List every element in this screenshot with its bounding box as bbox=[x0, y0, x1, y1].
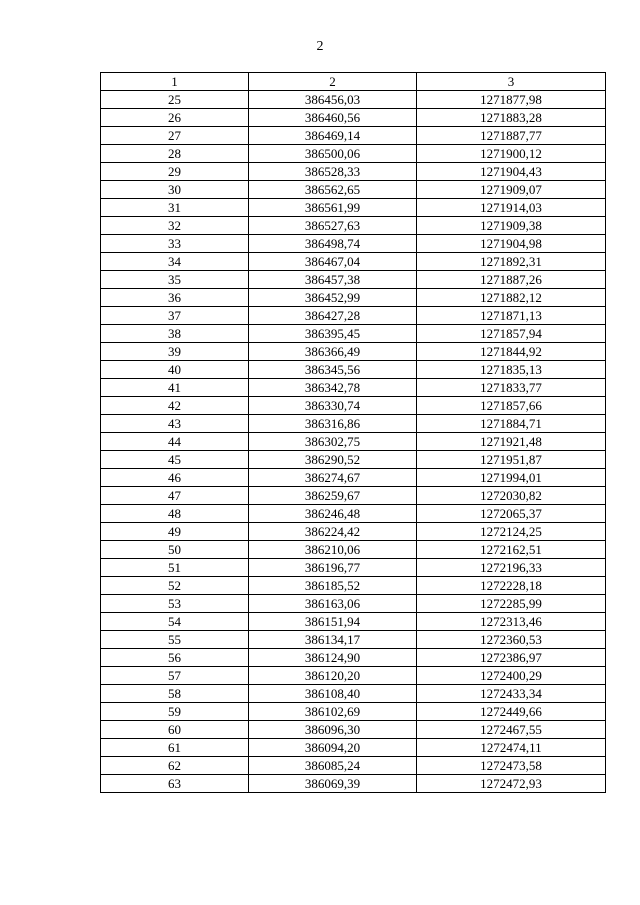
point-number-cell: 46 bbox=[101, 469, 249, 487]
y-coordinate-cell: 1271904,43 bbox=[417, 163, 606, 181]
table-row bbox=[101, 163, 606, 181]
point-number-cell: 31 bbox=[101, 199, 249, 217]
table-row bbox=[101, 343, 606, 361]
table-row bbox=[101, 703, 606, 721]
y-coordinate-cell: 1272473,58 bbox=[417, 757, 606, 775]
table-row bbox=[101, 127, 606, 145]
table-row bbox=[101, 415, 606, 433]
point-number-cell: 28 bbox=[101, 145, 249, 163]
point-number-cell: 43 bbox=[101, 415, 249, 433]
y-coordinate-cell: 1272285,99 bbox=[417, 595, 606, 613]
column-header-x: 2 bbox=[249, 73, 417, 91]
x-coordinate-cell: 386467,04 bbox=[249, 253, 417, 271]
x-coordinate-cell: 386134,17 bbox=[249, 631, 417, 649]
x-coordinate-cell: 386210,06 bbox=[249, 541, 417, 559]
point-number-cell: 61 bbox=[101, 739, 249, 757]
y-coordinate-cell: 1271871,13 bbox=[417, 307, 606, 325]
x-coordinate-cell: 386185,52 bbox=[249, 577, 417, 595]
y-coordinate-cell: 1272162,51 bbox=[417, 541, 606, 559]
table-row bbox=[101, 451, 606, 469]
table-row bbox=[101, 523, 606, 541]
table-row bbox=[101, 721, 606, 739]
point-number-cell: 45 bbox=[101, 451, 249, 469]
x-coordinate-cell: 386452,99 bbox=[249, 289, 417, 307]
coordinates-table bbox=[100, 72, 606, 793]
x-coordinate-cell: 386224,42 bbox=[249, 523, 417, 541]
table-row bbox=[101, 199, 606, 217]
y-coordinate-cell: 1271909,07 bbox=[417, 181, 606, 199]
point-number-cell: 50 bbox=[101, 541, 249, 559]
x-coordinate-cell: 386094,20 bbox=[249, 739, 417, 757]
y-coordinate-cell: 1272030,82 bbox=[417, 487, 606, 505]
point-number-cell: 39 bbox=[101, 343, 249, 361]
table-row bbox=[101, 649, 606, 667]
table-row bbox=[101, 217, 606, 235]
y-coordinate-cell: 1271904,98 bbox=[417, 235, 606, 253]
x-coordinate-cell: 386561,99 bbox=[249, 199, 417, 217]
point-number-cell: 53 bbox=[101, 595, 249, 613]
y-coordinate-cell: 1272228,18 bbox=[417, 577, 606, 595]
y-coordinate-cell: 1272474,11 bbox=[417, 739, 606, 757]
point-number-cell: 30 bbox=[101, 181, 249, 199]
point-number-cell: 29 bbox=[101, 163, 249, 181]
point-number-cell: 36 bbox=[101, 289, 249, 307]
table-row bbox=[101, 307, 606, 325]
page-number: 2 bbox=[316, 39, 324, 54]
point-number-cell: 49 bbox=[101, 523, 249, 541]
x-coordinate-cell: 386366,49 bbox=[249, 343, 417, 361]
x-coordinate-cell: 386290,52 bbox=[249, 451, 417, 469]
table-row bbox=[101, 235, 606, 253]
y-coordinate-cell: 1271877,98 bbox=[417, 91, 606, 109]
point-number-cell: 63 bbox=[101, 775, 249, 793]
table-row bbox=[101, 91, 606, 109]
x-coordinate-cell: 386457,38 bbox=[249, 271, 417, 289]
y-coordinate-cell: 1272386,97 bbox=[417, 649, 606, 667]
point-number-cell: 52 bbox=[101, 577, 249, 595]
table-row bbox=[101, 325, 606, 343]
point-number-cell: 48 bbox=[101, 505, 249, 523]
table-row bbox=[101, 397, 606, 415]
y-coordinate-cell: 1271994,01 bbox=[417, 469, 606, 487]
point-number-cell: 54 bbox=[101, 613, 249, 631]
table-row bbox=[101, 289, 606, 307]
x-coordinate-cell: 386498,74 bbox=[249, 235, 417, 253]
point-number-cell: 26 bbox=[101, 109, 249, 127]
table-body bbox=[101, 91, 606, 793]
table-row bbox=[101, 181, 606, 199]
y-coordinate-cell: 1271882,12 bbox=[417, 289, 606, 307]
x-coordinate-cell: 386427,28 bbox=[249, 307, 417, 325]
point-number-cell: 38 bbox=[101, 325, 249, 343]
x-coordinate-cell: 386151,94 bbox=[249, 613, 417, 631]
table-row bbox=[101, 595, 606, 613]
table-row bbox=[101, 253, 606, 271]
x-coordinate-cell: 386469,14 bbox=[249, 127, 417, 145]
y-coordinate-cell: 1272467,55 bbox=[417, 721, 606, 739]
table-row bbox=[101, 559, 606, 577]
point-number-cell: 57 bbox=[101, 667, 249, 685]
table-row bbox=[101, 631, 606, 649]
point-number-cell: 62 bbox=[101, 757, 249, 775]
y-coordinate-cell: 1271857,66 bbox=[417, 397, 606, 415]
point-number-cell: 40 bbox=[101, 361, 249, 379]
point-number-cell: 56 bbox=[101, 649, 249, 667]
x-coordinate-cell: 386108,40 bbox=[249, 685, 417, 703]
x-coordinate-cell: 386124,90 bbox=[249, 649, 417, 667]
y-coordinate-cell: 1271892,31 bbox=[417, 253, 606, 271]
y-coordinate-cell: 1272400,29 bbox=[417, 667, 606, 685]
point-number-cell: 37 bbox=[101, 307, 249, 325]
x-coordinate-cell: 386196,77 bbox=[249, 559, 417, 577]
x-coordinate-cell: 386259,67 bbox=[249, 487, 417, 505]
point-number-cell: 58 bbox=[101, 685, 249, 703]
x-coordinate-cell: 386274,67 bbox=[249, 469, 417, 487]
x-coordinate-cell: 386246,48 bbox=[249, 505, 417, 523]
point-number-cell: 44 bbox=[101, 433, 249, 451]
y-coordinate-cell: 1271857,94 bbox=[417, 325, 606, 343]
y-coordinate-cell: 1272065,37 bbox=[417, 505, 606, 523]
table-row bbox=[101, 469, 606, 487]
x-coordinate-cell: 386085,24 bbox=[249, 757, 417, 775]
point-number-cell: 27 bbox=[101, 127, 249, 145]
column-header-y: 3 bbox=[417, 73, 606, 91]
x-coordinate-cell: 386527,63 bbox=[249, 217, 417, 235]
table-row bbox=[101, 775, 606, 793]
y-coordinate-cell: 1271900,12 bbox=[417, 145, 606, 163]
table-row bbox=[101, 145, 606, 163]
x-coordinate-cell: 386069,39 bbox=[249, 775, 417, 793]
x-coordinate-cell: 386460,56 bbox=[249, 109, 417, 127]
y-coordinate-cell: 1272433,34 bbox=[417, 685, 606, 703]
y-coordinate-cell: 1272360,53 bbox=[417, 631, 606, 649]
y-coordinate-cell: 1272472,93 bbox=[417, 775, 606, 793]
x-coordinate-cell: 386316,86 bbox=[249, 415, 417, 433]
y-coordinate-cell: 1271833,77 bbox=[417, 379, 606, 397]
x-coordinate-cell: 386562,65 bbox=[249, 181, 417, 199]
x-coordinate-cell: 386163,06 bbox=[249, 595, 417, 613]
x-coordinate-cell: 386500,06 bbox=[249, 145, 417, 163]
y-coordinate-cell: 1271951,87 bbox=[417, 451, 606, 469]
y-coordinate-cell: 1271884,71 bbox=[417, 415, 606, 433]
table-row bbox=[101, 613, 606, 631]
table-row bbox=[101, 109, 606, 127]
column-header-point: 1 bbox=[101, 73, 249, 91]
table-row bbox=[101, 667, 606, 685]
y-coordinate-cell: 1271887,77 bbox=[417, 127, 606, 145]
y-coordinate-cell: 1271844,92 bbox=[417, 343, 606, 361]
x-coordinate-cell: 386528,33 bbox=[249, 163, 417, 181]
table-row bbox=[101, 757, 606, 775]
table-row bbox=[101, 541, 606, 559]
table-row bbox=[101, 361, 606, 379]
y-coordinate-cell: 1271887,26 bbox=[417, 271, 606, 289]
point-number-cell: 33 bbox=[101, 235, 249, 253]
x-coordinate-cell: 386330,74 bbox=[249, 397, 417, 415]
point-number-cell: 42 bbox=[101, 397, 249, 415]
x-coordinate-cell: 386395,45 bbox=[249, 325, 417, 343]
table-row bbox=[101, 379, 606, 397]
point-number-cell: 60 bbox=[101, 721, 249, 739]
point-number-cell: 35 bbox=[101, 271, 249, 289]
y-coordinate-cell: 1271883,28 bbox=[417, 109, 606, 127]
table-row bbox=[101, 487, 606, 505]
point-number-cell: 47 bbox=[101, 487, 249, 505]
table-header-row bbox=[101, 73, 606, 91]
table-row bbox=[101, 577, 606, 595]
x-coordinate-cell: 386302,75 bbox=[249, 433, 417, 451]
point-number-cell: 34 bbox=[101, 253, 249, 271]
point-number-cell: 41 bbox=[101, 379, 249, 397]
table-row bbox=[101, 271, 606, 289]
x-coordinate-cell: 386096,30 bbox=[249, 721, 417, 739]
point-number-cell: 25 bbox=[101, 91, 249, 109]
x-coordinate-cell: 386120,20 bbox=[249, 667, 417, 685]
point-number-cell: 55 bbox=[101, 631, 249, 649]
y-coordinate-cell: 1271909,38 bbox=[417, 217, 606, 235]
y-coordinate-cell: 1271835,13 bbox=[417, 361, 606, 379]
table-row bbox=[101, 433, 606, 451]
y-coordinate-cell: 1272313,46 bbox=[417, 613, 606, 631]
y-coordinate-cell: 1271914,03 bbox=[417, 199, 606, 217]
table-row bbox=[101, 739, 606, 757]
x-coordinate-cell: 386102,69 bbox=[249, 703, 417, 721]
y-coordinate-cell: 1272124,25 bbox=[417, 523, 606, 541]
y-coordinate-cell: 1272196,33 bbox=[417, 559, 606, 577]
point-number-cell: 59 bbox=[101, 703, 249, 721]
x-coordinate-cell: 386342,78 bbox=[249, 379, 417, 397]
table-row bbox=[101, 505, 606, 523]
y-coordinate-cell: 1271921,48 bbox=[417, 433, 606, 451]
table-row bbox=[101, 685, 606, 703]
x-coordinate-cell: 386456,03 bbox=[249, 91, 417, 109]
point-number-cell: 51 bbox=[101, 559, 249, 577]
y-coordinate-cell: 1272449,66 bbox=[417, 703, 606, 721]
point-number-cell: 32 bbox=[101, 217, 249, 235]
x-coordinate-cell: 386345,56 bbox=[249, 361, 417, 379]
